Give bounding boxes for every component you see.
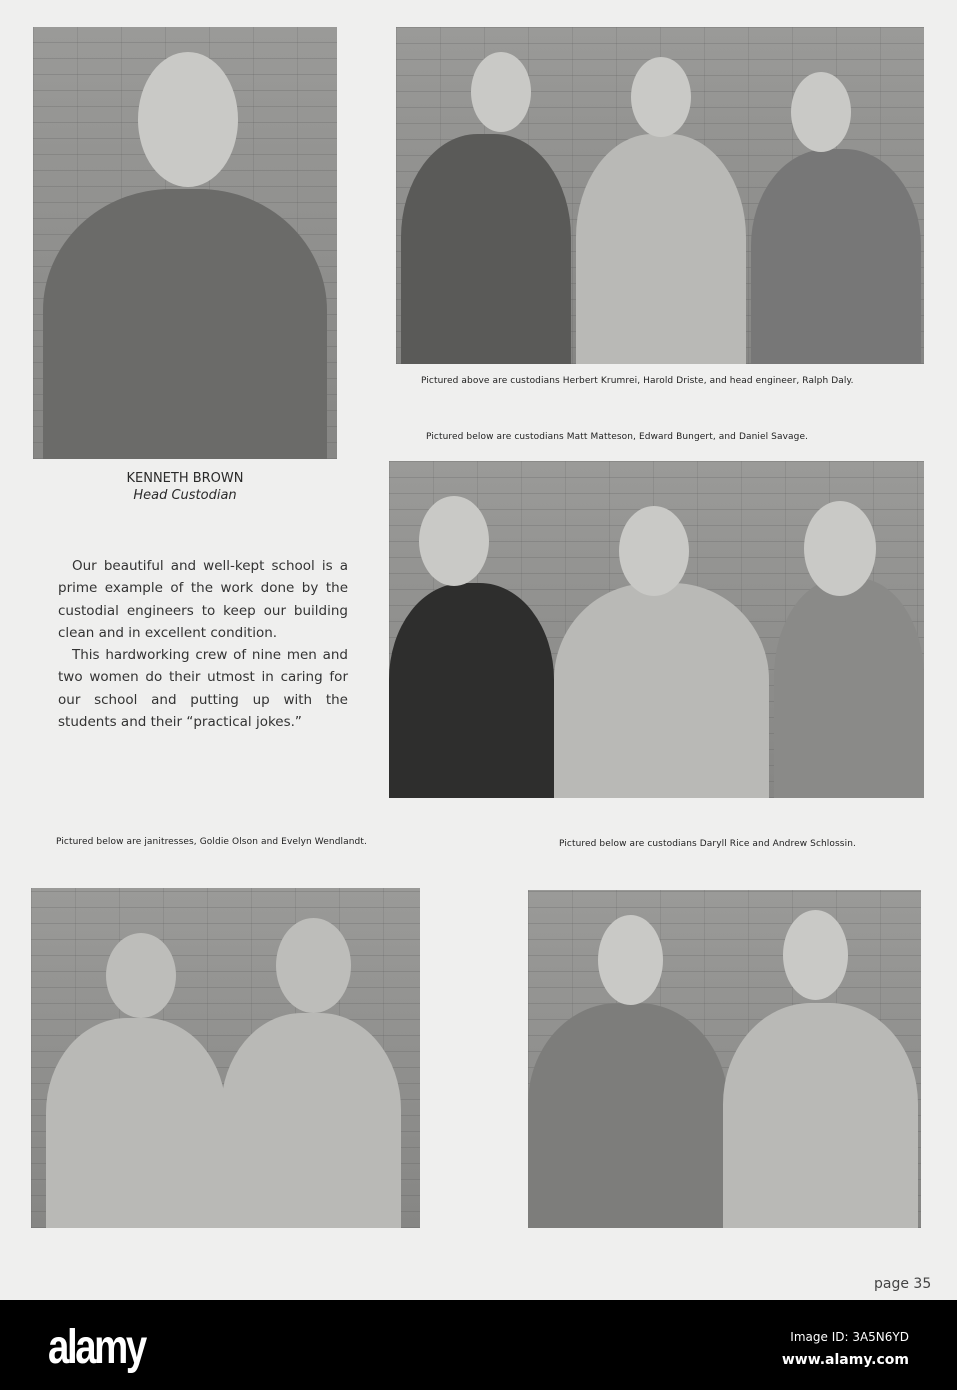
head-custodian-name: KENNETH BROWN [126, 471, 244, 486]
person-head [106, 933, 176, 1018]
person-head [598, 915, 663, 1005]
person-figure [389, 583, 554, 798]
person-figure [554, 583, 769, 798]
photo-custodians-bottom [528, 890, 921, 1228]
person-figure [46, 1018, 226, 1228]
photo-custodians-top [396, 27, 924, 364]
caption-top-right: Pictured above are custodians Herbert Krumrei, Harold Driste, and head engineer, Ralph Daly. [421, 376, 854, 386]
person-figure [723, 1003, 918, 1228]
person-head [619, 506, 689, 596]
caption-bottom-left: Pictured below are janitresses, Goldie Olson and Evelyn Wendlandt. [56, 837, 367, 847]
person-head [471, 52, 531, 132]
person-head [631, 57, 691, 137]
person-head [138, 52, 238, 187]
paragraph: Our beautiful and well-kept school is a prime example of the work done by the custodial engineers to keep our building clean and in excellent condition. [58, 558, 348, 641]
body-text [58, 555, 348, 733]
photo-kenneth-brown [33, 27, 337, 459]
person-figure [528, 1003, 728, 1228]
image-id: Image ID: 3A5N6YD [790, 1330, 909, 1344]
person-head [791, 72, 851, 152]
page-number: page 35 [874, 1276, 932, 1292]
person-head [276, 918, 351, 1013]
caption-middle: Pictured below are custodians Matt Matteson, Edward Bungert, and Daniel Savage. [426, 432, 809, 442]
alamy-logo: alamy [48, 1321, 145, 1374]
watermark-footer [0, 1300, 957, 1390]
person-head [804, 501, 876, 596]
person-figure [221, 1013, 401, 1228]
head-custodian-title: Head Custodian [133, 488, 237, 503]
paragraph: This hardworking crew of nine men and two women do their utmost in caring for our school and putting up with the students and their “practical jokes.” [58, 647, 348, 731]
photo-custodians-middle [389, 461, 924, 798]
person-head [783, 910, 848, 1000]
person-figure [751, 149, 921, 364]
person-head [419, 496, 489, 586]
site-url: www.alamy.com [781, 1352, 909, 1368]
person-figure [401, 134, 571, 364]
caption-bottom-right: Pictured below are custodians Daryll Rice and Andrew Schlossin. [559, 839, 856, 849]
person-figure [774, 578, 924, 798]
person-figure [576, 134, 746, 364]
person-figure [43, 189, 327, 459]
photo-janitresses [31, 888, 420, 1228]
